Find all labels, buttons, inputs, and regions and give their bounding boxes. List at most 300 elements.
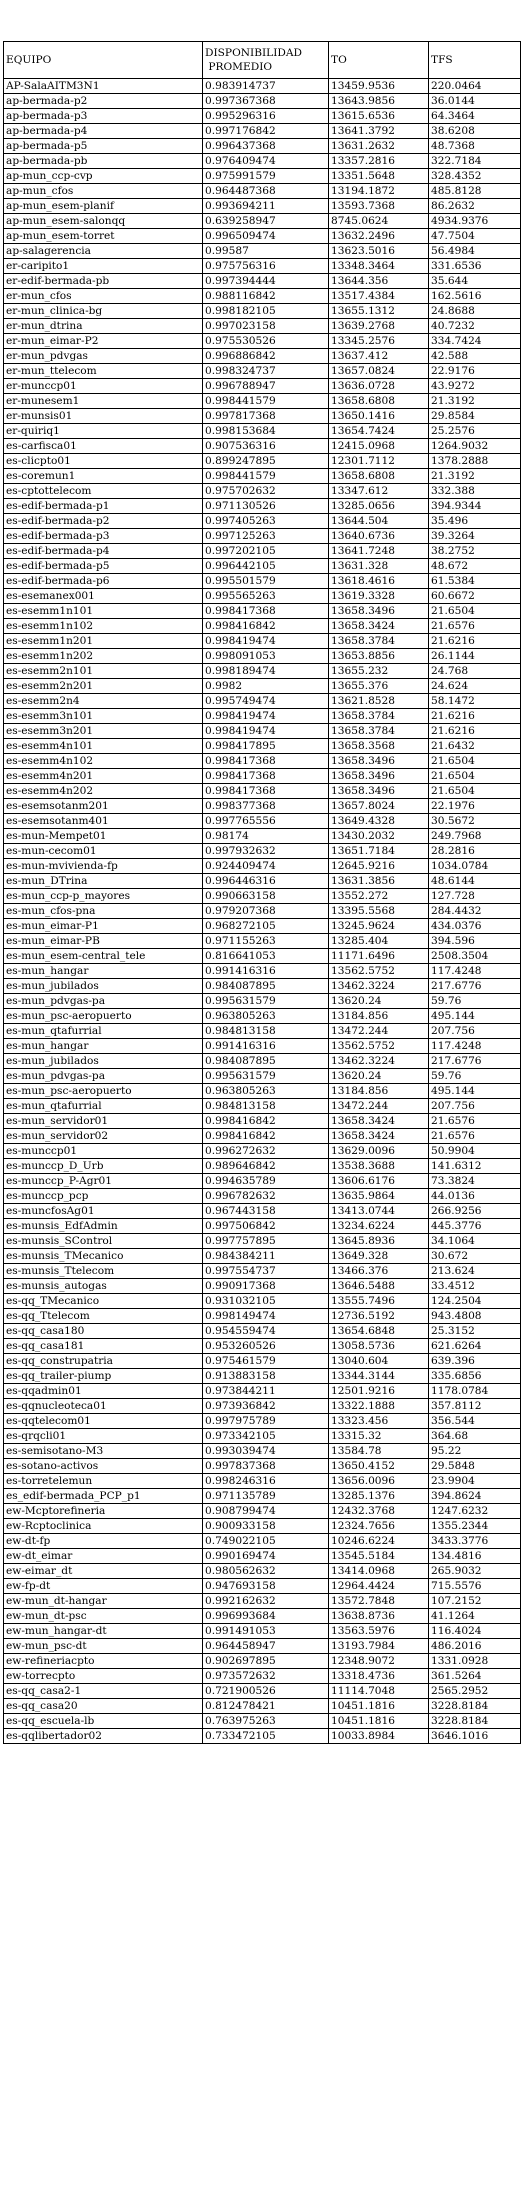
table-row bbox=[4, 1354, 521, 1369]
disponibilidad-cell: 0.994635789 bbox=[203, 1174, 329, 1189]
table-row bbox=[4, 1264, 521, 1279]
tfs-cell: 28.2816 bbox=[429, 844, 521, 859]
equipo-cell: ap-mun_esem-planif bbox=[4, 199, 203, 214]
equipo-cell: es-qqtelecom01 bbox=[4, 1414, 203, 1429]
disponibilidad-cell: 0.998417368 bbox=[203, 604, 329, 619]
disponibilidad-cell: 0.992162632 bbox=[203, 1594, 329, 1609]
table-row bbox=[4, 319, 521, 334]
tfs-cell: 1355.2344 bbox=[429, 1519, 521, 1534]
equipo-cell: es-carfisca01 bbox=[4, 439, 203, 454]
equipo-cell: AP-SalaAITM3N1 bbox=[4, 79, 203, 94]
table-row bbox=[4, 574, 521, 589]
table-row bbox=[4, 1489, 521, 1504]
table-row bbox=[4, 1009, 521, 1024]
header-tfs: TFS bbox=[429, 42, 521, 79]
equipo-cell: er-mun_eimar-P2 bbox=[4, 334, 203, 349]
tfs-cell: 34.1064 bbox=[429, 1234, 521, 1249]
to-cell: 13644.504 bbox=[329, 514, 429, 529]
tfs-cell: 21.6576 bbox=[429, 1114, 521, 1129]
tfs-cell: 117.4248 bbox=[429, 1039, 521, 1054]
tfs-cell: 59.76 bbox=[429, 994, 521, 1009]
equipo-cell: es-edif-bermada-p3 bbox=[4, 529, 203, 544]
table-row bbox=[4, 859, 521, 874]
equipo-cell: er-munsis01 bbox=[4, 409, 203, 424]
tfs-cell: 331.6536 bbox=[429, 259, 521, 274]
equipo-cell: es-munccp01 bbox=[4, 1144, 203, 1159]
tfs-cell: 3433.3776 bbox=[429, 1534, 521, 1549]
tfs-cell: 217.6776 bbox=[429, 979, 521, 994]
table-row bbox=[4, 1174, 521, 1189]
disponibilidad-cell: 0.967443158 bbox=[203, 1204, 329, 1219]
disponibilidad-cell: 0.997554737 bbox=[203, 1264, 329, 1279]
table-row bbox=[4, 1714, 521, 1729]
table-row bbox=[4, 679, 521, 694]
disponibilidad-cell: 0.993694211 bbox=[203, 199, 329, 214]
table-row bbox=[4, 1114, 521, 1129]
equipo-cell: es-esemm1n202 bbox=[4, 649, 203, 664]
to-cell: 13650.4152 bbox=[329, 1459, 429, 1474]
equipo-cell: ap-bermada-p2 bbox=[4, 94, 203, 109]
table-row bbox=[4, 1624, 521, 1639]
table-row bbox=[4, 724, 521, 739]
equipo-cell: es-esemm3n201 bbox=[4, 724, 203, 739]
disponibilidad-cell: 0.964458947 bbox=[203, 1639, 329, 1654]
disponibilidad-cell: 0.902697895 bbox=[203, 1654, 329, 1669]
disponibilidad-cell: 0.997202105 bbox=[203, 544, 329, 559]
to-cell: 13650.1416 bbox=[329, 409, 429, 424]
table-row bbox=[4, 169, 521, 184]
equipo-cell: ap-mun_esem-salonqq bbox=[4, 214, 203, 229]
to-cell: 13545.5184 bbox=[329, 1549, 429, 1564]
disponibilidad-cell: 0.971155263 bbox=[203, 934, 329, 949]
to-cell: 10451.1816 bbox=[329, 1714, 429, 1729]
table-row bbox=[4, 529, 521, 544]
disponibilidad-cell: 0.639258947 bbox=[203, 214, 329, 229]
tfs-cell: 2565.2952 bbox=[429, 1684, 521, 1699]
to-cell: 13184.856 bbox=[329, 1084, 429, 1099]
tfs-cell: 21.6504 bbox=[429, 784, 521, 799]
tfs-cell: 86.2632 bbox=[429, 199, 521, 214]
tfs-cell: 943.4808 bbox=[429, 1309, 521, 1324]
disponibilidad-cell: 0.996442105 bbox=[203, 559, 329, 574]
table-row bbox=[4, 154, 521, 169]
to-cell: 13620.24 bbox=[329, 1069, 429, 1084]
disponibilidad-cell: 0.995296316 bbox=[203, 109, 329, 124]
tfs-cell: 141.6312 bbox=[429, 1159, 521, 1174]
disponibilidad-cell: 0.997975789 bbox=[203, 1414, 329, 1429]
equipo-cell: es-munsis_Ttelecom bbox=[4, 1264, 203, 1279]
disponibilidad-cell: 0.997367368 bbox=[203, 94, 329, 109]
table-row bbox=[4, 1294, 521, 1309]
to-cell: 10246.6224 bbox=[329, 1534, 429, 1549]
table-row bbox=[4, 1459, 521, 1474]
disponibilidad-cell: 0.995631579 bbox=[203, 1069, 329, 1084]
disponibilidad-cell: 0.975530526 bbox=[203, 334, 329, 349]
tfs-cell: 60.6672 bbox=[429, 589, 521, 604]
table-row bbox=[4, 1564, 521, 1579]
disponibilidad-cell: 0.998417895 bbox=[203, 739, 329, 754]
to-cell: 13631.2632 bbox=[329, 139, 429, 154]
to-cell: 13285.0656 bbox=[329, 499, 429, 514]
tfs-cell: 38.6208 bbox=[429, 124, 521, 139]
table-row bbox=[4, 1324, 521, 1339]
tfs-cell: 134.4816 bbox=[429, 1549, 521, 1564]
disponibilidad-cell: 0.998419474 bbox=[203, 709, 329, 724]
to-cell: 8745.0624 bbox=[329, 214, 429, 229]
equipo-cell: es-esemm4n101 bbox=[4, 739, 203, 754]
disponibilidad-cell: 0.998091053 bbox=[203, 649, 329, 664]
table-row bbox=[4, 349, 521, 364]
disponibilidad-cell: 0.975991579 bbox=[203, 169, 329, 184]
table-row bbox=[4, 1024, 521, 1039]
disponibilidad-cell: 0.980562632 bbox=[203, 1564, 329, 1579]
disponibilidad-cell: 0.991416316 bbox=[203, 1039, 329, 1054]
equipo-cell: es-mun_cfos-pna bbox=[4, 904, 203, 919]
to-cell: 13462.3224 bbox=[329, 979, 429, 994]
equipo-cell: es-mun_servidor01 bbox=[4, 1114, 203, 1129]
disponibilidad-cell: 0.993039474 bbox=[203, 1444, 329, 1459]
tfs-cell: 40.7232 bbox=[429, 319, 521, 334]
tfs-cell: 23.9904 bbox=[429, 1474, 521, 1489]
disponibilidad-cell: 0.998441579 bbox=[203, 394, 329, 409]
equipo-cell: es-mun_jubilados bbox=[4, 979, 203, 994]
tfs-cell: 445.3776 bbox=[429, 1219, 521, 1234]
table-row bbox=[4, 544, 521, 559]
tfs-cell: 36.0144 bbox=[429, 94, 521, 109]
tfs-cell: 95.22 bbox=[429, 1444, 521, 1459]
disponibilidad-cell: 0.998417368 bbox=[203, 754, 329, 769]
equipo-cell: er-edif-bermada-pb bbox=[4, 274, 203, 289]
tfs-cell: 61.5384 bbox=[429, 574, 521, 589]
header-disponibilidad-line1: DISPONIBILIDAD bbox=[205, 47, 303, 59]
to-cell: 13245.9624 bbox=[329, 919, 429, 934]
equipo-cell: ap-mun_cfos bbox=[4, 184, 203, 199]
disponibilidad-cell: 0.996886842 bbox=[203, 349, 329, 364]
to-cell: 13620.24 bbox=[329, 994, 429, 1009]
table-row bbox=[4, 409, 521, 424]
equipo-cell: er-mun_ttelecom bbox=[4, 364, 203, 379]
to-cell: 12432.3768 bbox=[329, 1504, 429, 1519]
equipo-cell: ew-eimar_dt bbox=[4, 1564, 203, 1579]
disponibilidad-cell: 0.971135789 bbox=[203, 1489, 329, 1504]
header-equipo: EQUIPO bbox=[4, 42, 203, 79]
disponibilidad-cell: 0.997125263 bbox=[203, 529, 329, 544]
equipo-cell: es-mun_servidor02 bbox=[4, 1129, 203, 1144]
tfs-cell: 24.8688 bbox=[429, 304, 521, 319]
to-cell: 13621.8528 bbox=[329, 694, 429, 709]
tfs-cell: 207.756 bbox=[429, 1099, 521, 1114]
tfs-cell: 334.7424 bbox=[429, 334, 521, 349]
to-cell: 13584.78 bbox=[329, 1444, 429, 1459]
table-row bbox=[4, 469, 521, 484]
table-row bbox=[4, 634, 521, 649]
table-row bbox=[4, 604, 521, 619]
tfs-cell: 364.68 bbox=[429, 1429, 521, 1444]
table-row bbox=[4, 979, 521, 994]
to-cell: 13631.328 bbox=[329, 559, 429, 574]
disponibilidad-cell: 0.984087895 bbox=[203, 979, 329, 994]
table-row bbox=[4, 109, 521, 124]
to-cell: 13646.5488 bbox=[329, 1279, 429, 1294]
equipo-cell: es-semisotano-M3 bbox=[4, 1444, 203, 1459]
equipo-cell: er-mun_cfos bbox=[4, 289, 203, 304]
to-cell: 11114.7048 bbox=[329, 1684, 429, 1699]
table-row bbox=[4, 199, 521, 214]
equipo-cell: es-esemm1n101 bbox=[4, 604, 203, 619]
to-cell: 13658.6808 bbox=[329, 469, 429, 484]
equipo-cell: es-munsis_EdfAdmin bbox=[4, 1219, 203, 1234]
table-row bbox=[4, 589, 521, 604]
tfs-cell: 25.3152 bbox=[429, 1324, 521, 1339]
table-row bbox=[4, 694, 521, 709]
to-cell: 13618.4616 bbox=[329, 574, 429, 589]
disponibilidad-cell: 0.989646842 bbox=[203, 1159, 329, 1174]
to-cell: 13194.1872 bbox=[329, 184, 429, 199]
equipo-cell: es-qq_escuela-lb bbox=[4, 1714, 203, 1729]
disponibilidad-cell: 0.997405263 bbox=[203, 514, 329, 529]
to-cell: 13654.6848 bbox=[329, 1324, 429, 1339]
tfs-cell: 486.2016 bbox=[429, 1639, 521, 1654]
disponibilidad-cell: 0.9982 bbox=[203, 679, 329, 694]
tfs-cell: 1264.9032 bbox=[429, 439, 521, 454]
availability-table bbox=[3, 41, 521, 1744]
to-cell: 13395.5568 bbox=[329, 904, 429, 919]
to-cell: 13658.3424 bbox=[329, 619, 429, 634]
disponibilidad-cell: 0.998182105 bbox=[203, 304, 329, 319]
equipo-cell: es-munccp_pcp bbox=[4, 1189, 203, 1204]
table-row bbox=[4, 739, 521, 754]
to-cell: 13344.3144 bbox=[329, 1369, 429, 1384]
table-row bbox=[4, 1684, 521, 1699]
equipo-cell: es-mun_qtafurrial bbox=[4, 1024, 203, 1039]
to-cell: 13640.6736 bbox=[329, 529, 429, 544]
disponibilidad-cell: 0.98174 bbox=[203, 829, 329, 844]
tfs-cell: 107.2152 bbox=[429, 1594, 521, 1609]
disponibilidad-cell: 0.975756316 bbox=[203, 259, 329, 274]
equipo-cell: ap-bermada-p3 bbox=[4, 109, 203, 124]
disponibilidad-cell: 0.991416316 bbox=[203, 964, 329, 979]
equipo-cell: es-cptottelecom bbox=[4, 484, 203, 499]
to-cell: 12415.0968 bbox=[329, 439, 429, 454]
to-cell: 13351.5648 bbox=[329, 169, 429, 184]
to-cell: 12301.7112 bbox=[329, 454, 429, 469]
table-row bbox=[4, 244, 521, 259]
table-row bbox=[4, 559, 521, 574]
to-cell: 13606.6176 bbox=[329, 1174, 429, 1189]
to-cell: 13234.6224 bbox=[329, 1219, 429, 1234]
tfs-cell: 495.144 bbox=[429, 1009, 521, 1024]
equipo-cell: es-munsis_autogas bbox=[4, 1279, 203, 1294]
disponibilidad-cell: 0.991491053 bbox=[203, 1624, 329, 1639]
tfs-cell: 21.3192 bbox=[429, 394, 521, 409]
equipo-cell: es-mun_hangar bbox=[4, 964, 203, 979]
disponibilidad-cell: 0.983914737 bbox=[203, 79, 329, 94]
equipo-cell: es-munsis_SControl bbox=[4, 1234, 203, 1249]
tfs-cell: 124.2504 bbox=[429, 1294, 521, 1309]
equipo-cell: es-mun_psc-aeropuerto bbox=[4, 1084, 203, 1099]
disponibilidad-cell: 0.973936842 bbox=[203, 1399, 329, 1414]
disponibilidad-cell: 0.988116842 bbox=[203, 289, 329, 304]
table-row bbox=[4, 454, 521, 469]
equipo-cell: er-mun_pdvgas bbox=[4, 349, 203, 364]
table-row bbox=[4, 1054, 521, 1069]
disponibilidad-cell: 0.990917368 bbox=[203, 1279, 329, 1294]
equipo-cell: es-mun-cecom01 bbox=[4, 844, 203, 859]
equipo-cell: es-edif-bermada-p1 bbox=[4, 499, 203, 514]
table-row bbox=[4, 124, 521, 139]
to-cell: 13517.4384 bbox=[329, 289, 429, 304]
tfs-cell: 265.9032 bbox=[429, 1564, 521, 1579]
equipo-cell: ew-dt_eimar bbox=[4, 1549, 203, 1564]
tfs-cell: 30.672 bbox=[429, 1249, 521, 1264]
equipo-cell: es-torretelemun bbox=[4, 1474, 203, 1489]
equipo-cell: es-edif-bermada-p5 bbox=[4, 559, 203, 574]
tfs-cell: 21.6576 bbox=[429, 1129, 521, 1144]
table-row bbox=[4, 1129, 521, 1144]
to-cell: 12964.4424 bbox=[329, 1579, 429, 1594]
table-row bbox=[4, 1474, 521, 1489]
disponibilidad-cell: 0.924409474 bbox=[203, 859, 329, 874]
disponibilidad-cell: 0.907536316 bbox=[203, 439, 329, 454]
equipo-cell: er-munccp01 bbox=[4, 379, 203, 394]
header-to: TO bbox=[329, 42, 429, 79]
table-row bbox=[4, 964, 521, 979]
tfs-cell: 21.6504 bbox=[429, 754, 521, 769]
disponibilidad-cell: 0.968272105 bbox=[203, 919, 329, 934]
equipo-cell: es-mun-Mempet01 bbox=[4, 829, 203, 844]
tfs-cell: 26.1144 bbox=[429, 649, 521, 664]
tfs-cell: 322.7184 bbox=[429, 154, 521, 169]
tfs-cell: 284.4432 bbox=[429, 904, 521, 919]
disponibilidad-cell: 0.990663158 bbox=[203, 889, 329, 904]
equipo-cell: es-esemm4n102 bbox=[4, 754, 203, 769]
tfs-cell: 394.8624 bbox=[429, 1489, 521, 1504]
to-cell: 13645.8936 bbox=[329, 1234, 429, 1249]
tfs-cell: 24.768 bbox=[429, 664, 521, 679]
disponibilidad-cell: 0.979207368 bbox=[203, 904, 329, 919]
to-cell: 13658.3424 bbox=[329, 1114, 429, 1129]
tfs-cell: 1378.2888 bbox=[429, 454, 521, 469]
tfs-cell: 117.4248 bbox=[429, 964, 521, 979]
tfs-cell: 22.9176 bbox=[429, 364, 521, 379]
equipo-cell: es-qqlibertador02 bbox=[4, 1729, 203, 1744]
table-row bbox=[4, 499, 521, 514]
tfs-cell: 48.672 bbox=[429, 559, 521, 574]
equipo-cell: es-mun_psc-aeropuerto bbox=[4, 1009, 203, 1024]
equipo-cell: es-qq_casa2-1 bbox=[4, 1684, 203, 1699]
disponibilidad-cell: 0.964487368 bbox=[203, 184, 329, 199]
table-row bbox=[4, 784, 521, 799]
tfs-cell: 50.9904 bbox=[429, 1144, 521, 1159]
disponibilidad-cell: 0.996509474 bbox=[203, 229, 329, 244]
table-row bbox=[4, 1219, 521, 1234]
table-row bbox=[4, 1339, 521, 1354]
disponibilidad-cell: 0.990169474 bbox=[203, 1549, 329, 1564]
disponibilidad-cell: 0.99587 bbox=[203, 244, 329, 259]
tfs-cell: 162.5616 bbox=[429, 289, 521, 304]
equipo-cell: es-esemm2n101 bbox=[4, 664, 203, 679]
disponibilidad-cell: 0.997176842 bbox=[203, 124, 329, 139]
to-cell: 13636.0728 bbox=[329, 379, 429, 394]
tfs-cell: 2508.3504 bbox=[429, 949, 521, 964]
disponibilidad-cell: 0.997506842 bbox=[203, 1219, 329, 1234]
tfs-cell: 127.728 bbox=[429, 889, 521, 904]
to-cell: 13623.5016 bbox=[329, 244, 429, 259]
tfs-cell: 249.7968 bbox=[429, 829, 521, 844]
tfs-cell: 356.544 bbox=[429, 1414, 521, 1429]
disponibilidad-cell: 0.995749474 bbox=[203, 694, 329, 709]
disponibilidad-cell: 0.733472105 bbox=[203, 1729, 329, 1744]
table-row bbox=[4, 709, 521, 724]
disponibilidad-cell: 0.995501579 bbox=[203, 574, 329, 589]
equipo-cell: es-mun_DTrina bbox=[4, 874, 203, 889]
tfs-cell: 21.6216 bbox=[429, 724, 521, 739]
tfs-cell: 332.388 bbox=[429, 484, 521, 499]
tfs-cell: 21.6216 bbox=[429, 634, 521, 649]
equipo-cell: es-mun_hangar bbox=[4, 1039, 203, 1054]
tfs-cell: 485.8128 bbox=[429, 184, 521, 199]
table-row bbox=[4, 1414, 521, 1429]
disponibilidad-cell: 0.998417368 bbox=[203, 784, 329, 799]
disponibilidad-cell: 0.984087895 bbox=[203, 1054, 329, 1069]
tfs-cell: 21.6216 bbox=[429, 709, 521, 724]
equipo-cell: ap-mun_ccp-cvp bbox=[4, 169, 203, 184]
equipo-cell: ew-Rcptoclinica bbox=[4, 1519, 203, 1534]
disponibilidad-cell: 0.998417368 bbox=[203, 769, 329, 784]
to-cell: 13632.2496 bbox=[329, 229, 429, 244]
to-cell: 13462.3224 bbox=[329, 1054, 429, 1069]
equipo-cell: er-mun_clinica-bg bbox=[4, 304, 203, 319]
equipo-cell: es-sotano-activos bbox=[4, 1459, 203, 1474]
disponibilidad-cell: 0.998149474 bbox=[203, 1309, 329, 1324]
tfs-cell: 21.6576 bbox=[429, 619, 521, 634]
tfs-cell: 47.7504 bbox=[429, 229, 521, 244]
disponibilidad-cell: 0.963805263 bbox=[203, 1009, 329, 1024]
equipo-cell: es-muncfosAg01 bbox=[4, 1204, 203, 1219]
table-row bbox=[4, 184, 521, 199]
disponibilidad-cell: 0.997932632 bbox=[203, 844, 329, 859]
table-row bbox=[4, 889, 521, 904]
table-row bbox=[4, 949, 521, 964]
equipo-cell: es-esemsotanm401 bbox=[4, 814, 203, 829]
to-cell: 13414.0968 bbox=[329, 1564, 429, 1579]
table-row bbox=[4, 1429, 521, 1444]
tfs-cell: 21.6504 bbox=[429, 769, 521, 784]
disponibilidad-cell: 0.996788947 bbox=[203, 379, 329, 394]
header-disponibilidad bbox=[203, 42, 329, 79]
to-cell: 13345.2576 bbox=[329, 334, 429, 349]
equipo-cell: es-mun_jubilados bbox=[4, 1054, 203, 1069]
to-cell: 13040.604 bbox=[329, 1354, 429, 1369]
to-cell: 13657.0824 bbox=[329, 364, 429, 379]
table-row bbox=[4, 1594, 521, 1609]
table-row bbox=[4, 1504, 521, 1519]
to-cell: 13637.412 bbox=[329, 349, 429, 364]
equipo-cell: es-qqadmin01 bbox=[4, 1384, 203, 1399]
to-cell: 13649.4328 bbox=[329, 814, 429, 829]
table-row bbox=[4, 1729, 521, 1744]
table-row bbox=[4, 769, 521, 784]
disponibilidad-cell: 0.953260526 bbox=[203, 1339, 329, 1354]
disponibilidad-cell: 0.931032105 bbox=[203, 1294, 329, 1309]
tfs-cell: 1247.6232 bbox=[429, 1504, 521, 1519]
to-cell: 13643.9856 bbox=[329, 94, 429, 109]
equipo-cell: es-esemm4n202 bbox=[4, 784, 203, 799]
disponibilidad-cell: 0.997837368 bbox=[203, 1459, 329, 1474]
equipo-cell: es-esemanex001 bbox=[4, 589, 203, 604]
tfs-cell: 1178.0784 bbox=[429, 1384, 521, 1399]
to-cell: 13538.3688 bbox=[329, 1159, 429, 1174]
